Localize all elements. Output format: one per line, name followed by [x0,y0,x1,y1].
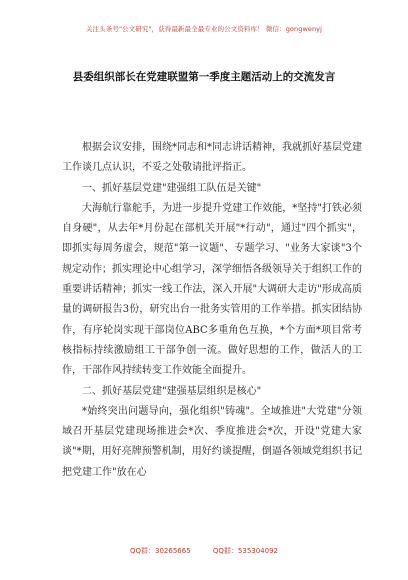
document-page [34,14,374,566]
section-heading-2: 二、抓好基层党建"建强基层组织是核心" [82,385,262,397]
paragraph-1: 大海航行靠舵手，为进一步提升党建工作效能，*坚持"打铁必须自身硬"，从去年*月份起在部机关开展"*行动"，通过"四个抓实"，即抓实每周务虚会，规范"第一议题"、专题学习、"业务大家谈"3个规定动作；抓实理论中心组学习，深学细悟各级领导关于组织工作的重要讲话精神；抓实一线工作法，深入开展"大调研大走访"形成高质量的调研报告3份，研究出台一批务实管用的工作举措。抓实团结协作，有序轮岗实现干部岗位ABC多重角色互换，*个方面*项目常考核指标持续激励组工干部争创一流。做好思想的工作，做活人的工作，干部作风持续转变工作效能全面提升。 [62,202,362,377]
footer-qq-group-1: QQ群：30265665 [130,547,191,555]
paragraph-2: *始终突出问题导向，强化组织"铸魂"。全域推进"大党建"分领域召开基层党建现场推进会*次、季度推进会*次，开设"党建大家谈"*期，用好亮牌预警机制，用好约谈提醒，倒逼各领域党组织书记把党建工作"放在心 [62,405,362,478]
footer-contacts [34,546,374,556]
footer-qq-group-2: QQ群：535304092 [212,547,278,555]
header-banner: 关注头条号"公文研究"，获得最新最全最专业的公文资料库！ 微信：gongwenyj [85,25,323,33]
document-body [62,138,362,483]
document-title: 县委组织部长在党建联盟第一季度主题活动上的交流发言 [72,71,336,83]
paragraph-intro: 根据会议安排，围绕*同志和*同志讲话精神，我就抓好基层党建工作谈几点认识，不妥之处敬请批评指正。 [62,142,362,174]
section-heading-1: 一、抓好基层党建"建强组工队伍是关键" [82,182,262,194]
